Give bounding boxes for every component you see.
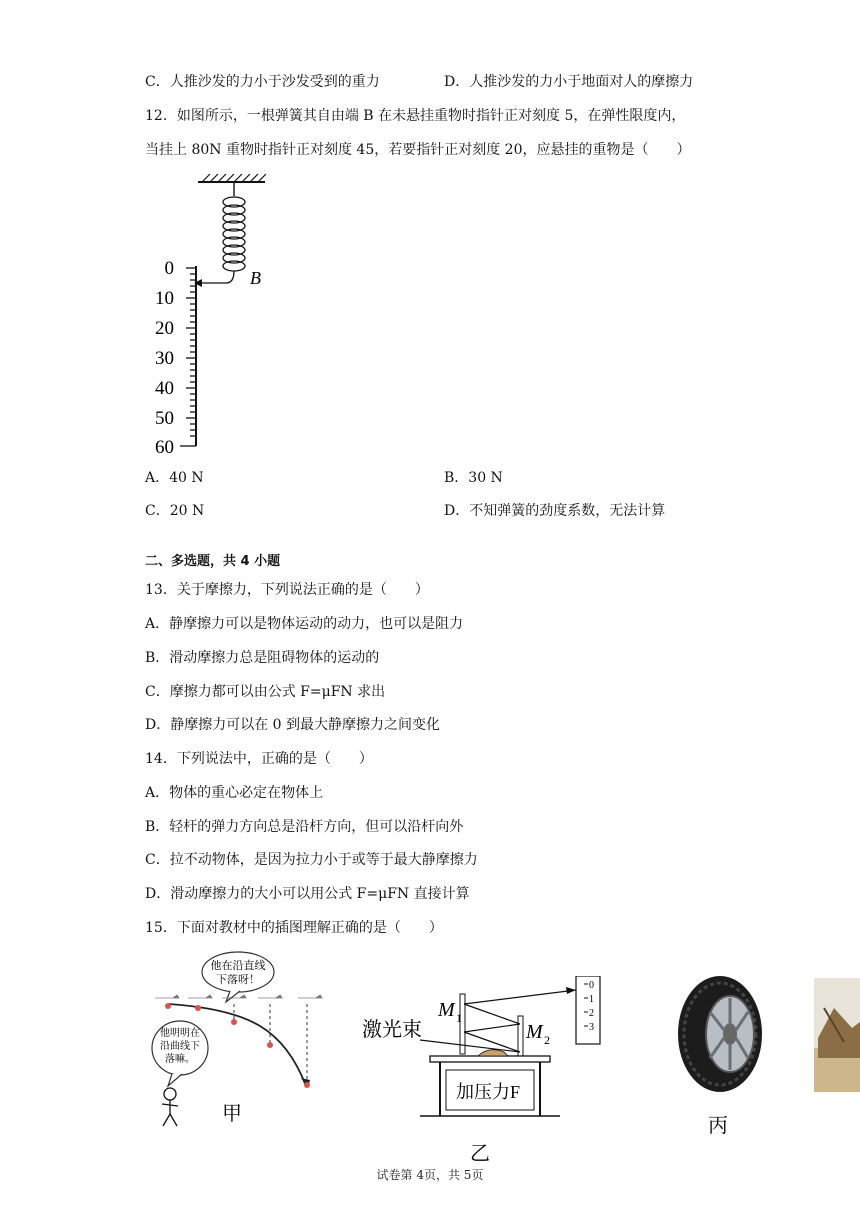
laser-label: 激光束 bbox=[362, 1019, 422, 1041]
q12-option-d: D．不知弹簧的劲度系数，无法计算 bbox=[444, 503, 666, 519]
bubble-left-line1: 他明明在 bbox=[160, 1028, 200, 1039]
q12-stem-line1: 12．如图所示，一根弹簧其自由端 B 在未悬挂重物时指针正对刻度 5，在弹性限度内， bbox=[145, 108, 686, 124]
figure-bing-tire bbox=[672, 976, 772, 1146]
mirror-m2-sub: 2 bbox=[544, 1033, 550, 1047]
ruler-0: 0 bbox=[589, 980, 594, 991]
q12-option-b: B．30 N bbox=[444, 470, 503, 486]
bubble-top-line1: 他在沿直线 bbox=[210, 960, 266, 972]
figure-jia-falling-objects bbox=[150, 948, 340, 1128]
q11-option-d: D．人推沙发的力小于地面对人的摩擦力 bbox=[444, 74, 694, 90]
caption-jia: 甲 bbox=[222, 1103, 242, 1125]
ruler-3: 3 bbox=[589, 1022, 594, 1033]
figure-yi-laser-setup bbox=[360, 976, 610, 1166]
q14-option-c: C．拉不动物体，是因为拉力小于或等于最大静摩擦力 bbox=[145, 852, 478, 868]
q14-option-a: A．物体的重心必定在物体上 bbox=[145, 785, 324, 801]
q12-option-c: C．20 N bbox=[145, 503, 205, 519]
force-label: 加压力F bbox=[456, 1082, 521, 1102]
section-title: 二、多选题，共 4 小题 bbox=[145, 554, 281, 569]
scale-label-20: 20 bbox=[155, 318, 174, 339]
q14-stem: 14．下列说法中，正确的是（ ） bbox=[145, 751, 373, 767]
bubble-left-line2: 沿曲线下 bbox=[160, 1041, 200, 1052]
spring-end-label: B bbox=[250, 268, 261, 288]
figure-partial-photo bbox=[814, 978, 860, 1092]
scale-label-30: 30 bbox=[155, 348, 174, 369]
bubble-left-line3: 落嘛。 bbox=[165, 1054, 195, 1065]
q13-option-c: C．摩擦力都可以由公式 F=μFN 求出 bbox=[145, 684, 386, 700]
q12-option-a: A．40 N bbox=[145, 470, 204, 486]
q14-option-b: B．轻杆的弹力方向总是沿杆方向，但可以沿杆向外 bbox=[145, 819, 464, 835]
mirror-m2: M bbox=[526, 1021, 543, 1043]
mirror-m1: M bbox=[438, 999, 455, 1021]
ruler-2: 2 bbox=[589, 1008, 594, 1019]
q13-option-d: D．静摩擦力可以在 0 到最大静摩擦力之间变化 bbox=[145, 717, 441, 733]
q15-stem: 15．下面对教材中的插图理解正确的是（ ） bbox=[145, 920, 443, 936]
page-footer: 试卷第 4页，共 5页 bbox=[376, 1168, 484, 1182]
scale-label-0: 0 bbox=[164, 258, 174, 279]
q13-option-a: A．静摩擦力可以是物体运动的动力，也可以是阻力 bbox=[145, 616, 464, 632]
caption-yi: 乙 bbox=[470, 1143, 490, 1165]
caption-bing: 丙 bbox=[708, 1115, 728, 1137]
scale-label-10: 10 bbox=[155, 288, 174, 309]
scale-label-50: 50 bbox=[155, 408, 174, 429]
q12-stem-line2: 当挂上 80N 重物时指针正对刻度 45，若要指针正对刻度 20，应悬挂的重物是（ ） bbox=[145, 142, 691, 158]
scale-label-60: 60 bbox=[155, 437, 174, 458]
q14-option-d: D．滑动摩擦力的大小可以用公式 F=μFN 直接计算 bbox=[145, 886, 470, 902]
mirror-m1-sub: 1 bbox=[456, 1011, 462, 1025]
scale-label-40: 40 bbox=[155, 378, 174, 399]
bubble-top-line2: 下落呀！ bbox=[216, 974, 260, 986]
q13-stem: 13．关于摩擦力，下列说法正确的是（ ） bbox=[145, 582, 429, 598]
spring-scale-figure bbox=[150, 170, 290, 460]
ruler-1: 1 bbox=[589, 994, 594, 1005]
q13-option-b: B．滑动摩擦力总是阻碍物体的运动的 bbox=[145, 650, 380, 666]
q11-option-c: C．人推沙发的力小于沙发受到的重力 bbox=[145, 74, 380, 90]
